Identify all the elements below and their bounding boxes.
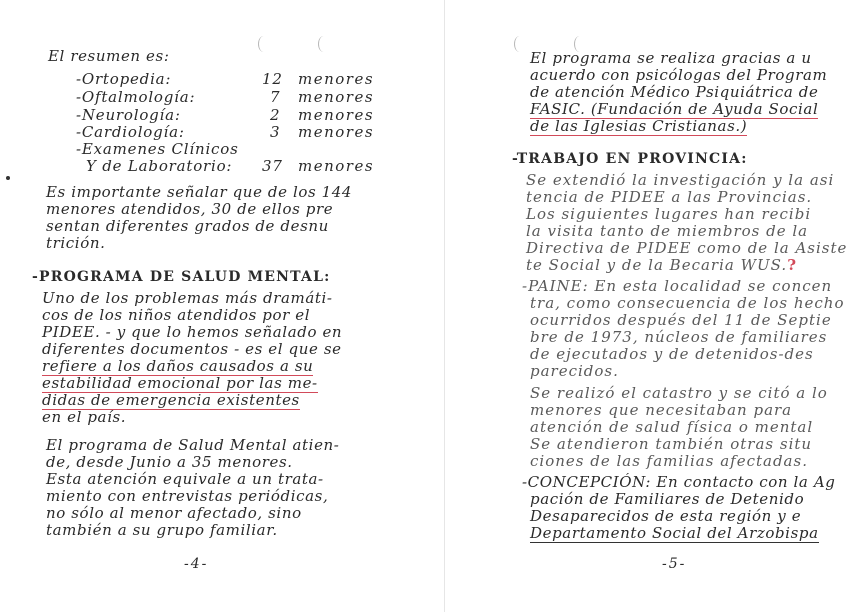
text-line: la visita tanto de miembros de la: [526, 222, 809, 240]
right-page: [448, 0, 853, 612]
text-line: Esta atención equivale a un trata-: [46, 470, 324, 488]
text-line: Departamento Social del Arzobispa: [530, 524, 819, 542]
text-line: [526, 257, 797, 274]
text-line: Uno de los problemas más dramáti-: [42, 289, 333, 307]
text-line: sentan diferentes grados de desnu: [46, 217, 329, 235]
text-line: PIDEE. - y que lo hemos señalado en: [42, 323, 343, 341]
text-line: Se atendieron también otras situ: [530, 435, 813, 453]
text-line: -CONCEPCIÓN: En contacto con la Ag: [522, 473, 836, 491]
text-line: tencia de PIDEE a las Provincias.: [526, 188, 813, 206]
text-line: miento con entrevistas periódicas,: [46, 487, 329, 505]
text-line: Desaparecidos de esta región y e: [530, 507, 802, 525]
summary-specialty: Y de Laboratorio:: [86, 157, 233, 175]
summary-unit: menores: [298, 70, 375, 88]
summary-specialty: -Oftalmología:: [76, 88, 196, 106]
text-line: de ejecutados y de detenidos-des: [530, 345, 814, 363]
text-line: Los siguientes lugares han recibi: [526, 205, 812, 223]
text-line: cos de los niños atendidos por el: [42, 306, 311, 324]
text-line: menores atendidos, 30 de ellos pre: [46, 200, 334, 218]
text-line: también a su grupo familiar.: [46, 521, 278, 539]
text-line-underlined: estabilidad emocional por las me-: [42, 374, 318, 392]
text-line: Se extendió la investigación y la asi: [526, 171, 835, 189]
text-line: en el país.: [42, 408, 127, 426]
summary-intro: El resumen es:: [48, 47, 170, 65]
binder-hole-mark: [258, 36, 269, 52]
binder-hole-mark: [318, 36, 329, 52]
summary-count: 12: [262, 70, 283, 88]
text-line: El programa de Salud Mental atien-: [46, 436, 340, 454]
text-line: Es importante señalar que de los 144: [46, 183, 353, 201]
text-line: de atención Médico Psiquiátrica de: [530, 83, 819, 101]
text-line: parecidos.: [530, 362, 619, 380]
summary-specialty: -Neurología:: [76, 106, 181, 124]
text-line: acuerdo con psicólogas del Program: [530, 66, 828, 84]
ink-dot: [6, 176, 10, 180]
page-number: -5-: [662, 556, 687, 572]
page-number: -4-: [184, 556, 209, 572]
text-line: ocurridos después del 11 de Septie: [530, 311, 832, 329]
text-line-underlined: refiere a los daños causados a su: [42, 357, 314, 375]
text-line: de, desde Junio a 35 menores.: [46, 453, 293, 471]
text-fragment: te Social y de la Becaria WUS.: [526, 256, 788, 274]
text-line: no sólo al menor afectado, sino: [46, 504, 302, 522]
summary-unit: menores: [298, 157, 375, 175]
text-line: -PAINE: En esta localidad se concen: [522, 277, 833, 295]
text-line-underlined: FASIC. (Fundación de Ayuda Social: [530, 100, 819, 118]
question-mark-annotation: ?: [787, 256, 797, 274]
text-line: ciones de las familias afectadas.: [530, 452, 808, 470]
summary-specialty: -Examenes Clínicos: [76, 140, 239, 158]
text-line: trición.: [46, 234, 106, 252]
summary-count: 7: [270, 88, 281, 106]
summary-count: 3: [270, 123, 281, 141]
summary-count: 2: [270, 106, 281, 124]
summary-unit: menores: [298, 106, 375, 124]
text-line: bre de 1973, núcleos de familiares: [530, 328, 828, 346]
summary-specialty: -Ortopedia:: [76, 70, 172, 88]
section-heading-mental-health: -PROGRAMA DE SALUD MENTAL:: [32, 269, 331, 285]
summary-count: 37: [262, 157, 283, 175]
text-line: Directiva de PIDEE como de la Asiste: [526, 239, 848, 257]
binder-hole-mark: [514, 36, 525, 52]
summary-specialty: -Cardiología:: [76, 123, 185, 141]
text-line: Se realizó el catastro y se citó a lo: [530, 384, 828, 402]
summary-unit: menores: [298, 88, 375, 106]
text-line-underlined: didas de emergencia existentes: [42, 391, 300, 409]
page-fold: [444, 0, 445, 612]
text-line: menores que necesitaban para: [530, 401, 793, 419]
text-line: pación de Familiares de Detenido: [530, 490, 805, 508]
summary-unit: menores: [298, 123, 375, 141]
text-line: El programa se realiza gracias a u: [530, 49, 812, 67]
text-line: atención de salud física o mental: [530, 418, 814, 436]
text-line: diferentes documentos - es el que se: [42, 340, 342, 358]
text-line: tra, como consecuencia de los hecho: [530, 294, 845, 312]
section-heading-provinces: -TRABAJO EN PROVINCIA:: [512, 151, 748, 167]
text-line-underlined: de las Iglesias Cristianas.): [530, 117, 748, 135]
